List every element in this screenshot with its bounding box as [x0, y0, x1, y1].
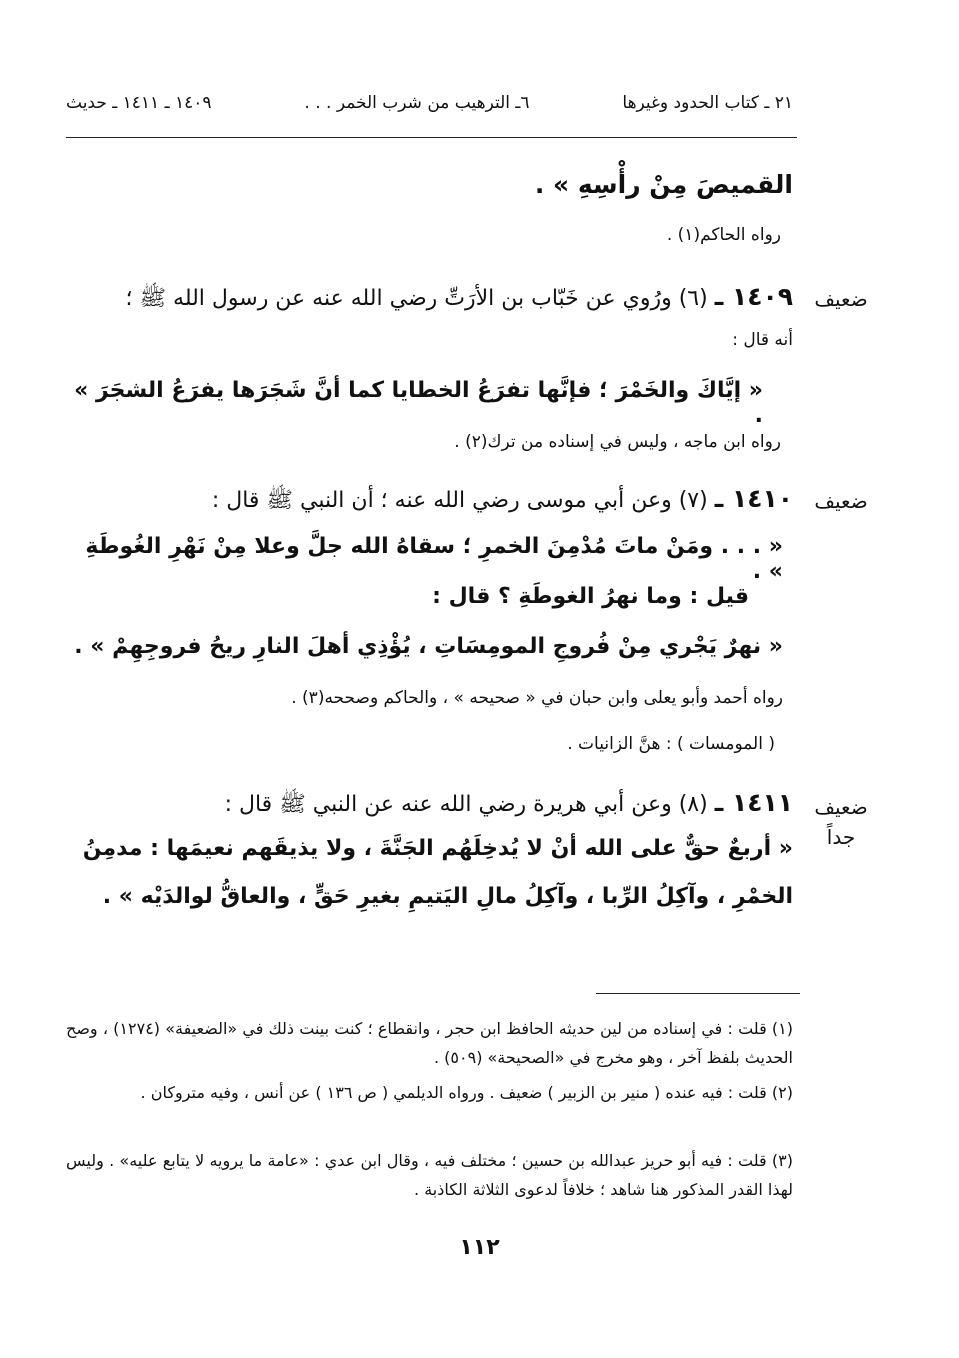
- running-header: [66, 88, 793, 118]
- hadith-1411-intro-text: (٨) وعن أبي هريرة رضي الله عنه عن النبي ﷺ قال :: [224, 792, 715, 817]
- hadith-1409-intro-line2: أنه قال :: [732, 330, 793, 350]
- hadith-1409-intro-text: (٦) ورُوي عن خَبّاب بن الأرَتِّ رضي الله عنه عن رسول الله ﷺ ؛: [125, 286, 715, 311]
- header-rule: [66, 137, 797, 138]
- hadith-1409-text: « إيَّاكَ والخَمْرَ ؛ فإنَّها تفرَعُ الخطايا كما أنَّ شَجَرَها يفرَعُ الشجَرَ » .: [74, 378, 763, 428]
- hadith-1410-text-2: قيل : وما نهرُ الغوطَةِ ؟ قال :: [432, 584, 749, 609]
- hadith-1409-number: ١٤٠٩ ـ: [714, 282, 793, 311]
- hadith-1411-text-1: « أربعٌ حقٌّ على الله أنْ لا يُدخِلَهُم الجَنَّةَ ، ولا يذيقَهم نعيمَها : مدمِنُ: [82, 836, 793, 861]
- continuation-text: القميصَ مِنْ رأْسِهِ » .: [534, 170, 793, 199]
- hadith-1411-text-2: الخمْرِ ، وآكِلُ الرِّبا ، وآكِلُ مالِ اليَتيمِ بغيرِ حَقٍّ ، والعاقُّ لوالدَيْه » .: [102, 884, 793, 909]
- header-hadith-range: ١٤٠٩ ـ ١٤١١ ـ حديث: [66, 93, 212, 113]
- grade-1410: ضعيف: [814, 489, 868, 513]
- header-chapter: ٢١ ـ كتاب الحدود وغيرها: [622, 93, 793, 113]
- footnote-3: (٣) قلت : فيه أبو حريز عبدالله بن حسين ؛ مختلف فيه ، وقال ابن عدي : «عامة ما يرويه لا يتابع عليه» . وليس لهذا القدر المذكور هنا شاهد ؛ خلافاً لدعوى الثلاثة الكاذبة .: [66, 1151, 793, 1199]
- hadith-1410-intro-text: (٧) وعن أبي موسى رضي الله عنه ؛ أن النبي ﷺ قال :: [211, 488, 715, 513]
- hadith-1410-source: رواه أحمد وأبو يعلى وابن حبان في « صحيحه » ، والحاكم وصححه(٣) .: [291, 688, 783, 708]
- hadith-1410-gloss: ( المومسات ) : هنَّ الزانيات .: [567, 734, 775, 754]
- hadith-1410-text-1: « . . . ومَنْ ماتَ مُدْمِنَ الخمرِ ؛ سقاهُ الله جلَّ وعلا مِنْ نَهْرِ الغُوطَةِ » .: [85, 534, 783, 584]
- footnote-rule: [596, 993, 800, 994]
- hadith-1409-intro: [60, 282, 793, 316]
- hadith-1411-number: ١٤١١ ـ: [714, 788, 793, 817]
- hadith-1410-number: ١٤١٠ ـ: [714, 484, 793, 513]
- hadith-1410-intro: [66, 484, 793, 518]
- footnote-2: (٢) قلت : فيه عنده ( منير بن الزبير ) ضعيف . ورواه الديلمي ( ص ١٣٦ ) عن أنس ، وفيه متروكان .: [140, 1083, 793, 1102]
- hadith-1410-text-3: « نهرٌ يَجْري مِنْ فُروجِ المومِسَاتِ ، يُؤْذِي أهلَ النارِ ريحُ فروجِهِمْ » .: [74, 634, 783, 659]
- footnote-1: (١) قلت : في إسناده من لين حديثه الحافظ ابن حجر ، وانقطاع ؛ كنت بينت ذلك في «الضعيفة» (١٢٧٤) ، وصح الحديث بلفظ آخر ، وهو مخرج في «الصحيحة» (٥٠٩) .: [66, 1019, 793, 1067]
- hadith-1411-intro: [66, 788, 793, 822]
- grade-1411: [801, 792, 881, 852]
- grade-1411-line1: ضعيف: [814, 795, 868, 819]
- grade-1409: ضعيف: [814, 287, 868, 311]
- hadith-1409-source: رواه ابن ماجه ، وليس في إسناده من ترك(٢) .: [454, 432, 781, 452]
- continuation-source: رواه الحاكم(١) .: [666, 225, 781, 245]
- page-number: ١١٢: [459, 1235, 500, 1260]
- grade-1411-line2: جداً: [826, 825, 856, 849]
- header-section: ٦ـ الترهيب من شرب الخمر . . .: [304, 93, 530, 113]
